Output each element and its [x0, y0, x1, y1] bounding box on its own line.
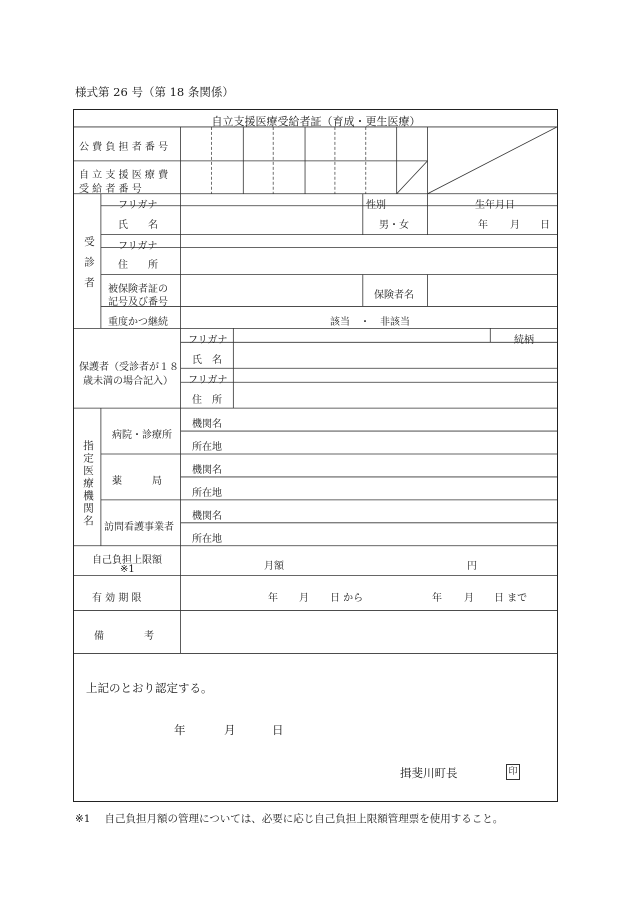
cert-month-unit: 月 — [224, 723, 236, 737]
copay-monthly-label: 月額 — [264, 561, 284, 572]
certificate-form — [73, 109, 558, 802]
footnote — [75, 811, 503, 826]
footnote-mark: ※1 — [75, 813, 91, 825]
patient-name-label: 氏 名 — [118, 220, 158, 231]
guardian-furigana-label: フリガナ — [188, 335, 228, 346]
valid-from-year: 年 — [268, 593, 278, 604]
pharmacy-location-label: 所在地 — [192, 488, 222, 499]
form-code: 様式第 26 号（第 18 条関係） — [75, 85, 234, 99]
valid-until-day: 日 まで — [494, 593, 528, 604]
valid-from-day: 日 から — [330, 593, 364, 604]
valid-until-year: 年 — [432, 593, 442, 604]
guardian-address-label: 住 所 — [192, 395, 222, 406]
nursing-location-label: 所在地 — [192, 534, 222, 545]
valid-from-month: 月 — [299, 593, 309, 604]
hospital-label: 病院・診療所 — [112, 430, 172, 441]
validity-label: 有 効 期 限 — [92, 593, 142, 604]
recipient-number-label-2: 受 給 者 番 号 — [79, 184, 142, 195]
insurer-name-label: 保険者名 — [374, 290, 414, 301]
public-payer-number-label: 公 費 負 担 者 番 号 — [79, 142, 169, 153]
severe-continuous-label: 重度かつ継続 — [108, 317, 168, 328]
valid-until-month: 月 — [464, 593, 474, 604]
remarks-label: 備 考 — [94, 631, 154, 642]
patient-address-label: 住 所 — [118, 260, 158, 271]
patient-furigana-label-2: フリガナ — [118, 241, 158, 252]
nursing-org-name-label: 機関名 — [192, 511, 222, 522]
pharmacy-label: 薬 局 — [112, 476, 162, 487]
nursing-label: 訪問看護事業者 — [104, 522, 174, 533]
birth-month-unit: 月 — [510, 220, 520, 231]
pharmacy-org-name-label: 機関名 — [192, 465, 222, 476]
patient-furigana-label: フリガナ — [118, 200, 158, 211]
guardian-name-label: 氏 名 — [192, 355, 222, 366]
hospital-org-name-label: 機関名 — [192, 419, 222, 430]
severe-continuous-options: 該当 ・ 非該当 — [330, 317, 410, 328]
birthdate-header: 生年月日 — [475, 200, 515, 211]
patient-section-label: 受診者 — [83, 236, 95, 298]
insured-card-label-1: 被保険者証の — [108, 284, 168, 295]
institutions-section-label: 指定医療機関名 — [82, 440, 94, 528]
birth-day-unit: 日 — [540, 220, 550, 231]
guardian-label-2: 歳未満の場合記入） — [83, 376, 173, 387]
certificate-title: 自立支援医療受給者証（育成・更生医療） — [211, 115, 421, 128]
recipient-number-label-1: 自 立 支 援 医 療 費 — [79, 170, 169, 181]
insured-card-label-2: 記号及び番号 — [108, 297, 168, 308]
cert-day-unit: 日 — [272, 723, 284, 737]
hospital-location-label: 所在地 — [192, 442, 222, 453]
guardian-label-1: 保護者（受診者が１８ — [79, 362, 179, 373]
form-grid — [74, 110, 557, 801]
footnote-text: 自己負担月額の管理については、必要に応じ自己負担上限額管理票を使用すること。 — [104, 813, 504, 825]
gender-options: 男・女 — [379, 220, 409, 231]
copay-limit-label: 自己負担上限額 — [92, 555, 162, 566]
copay-yen-unit: 円 — [467, 561, 477, 572]
copay-note-mark: ※1 — [120, 564, 135, 575]
birth-year-unit: 年 — [478, 220, 488, 231]
relationship-label: 続柄 — [514, 335, 534, 346]
seal-mark: 印 — [506, 764, 520, 780]
issuer-name: 揖斐川町長 — [400, 766, 458, 780]
gender-header: 性別 — [366, 200, 386, 211]
certification-statement: 上記のとおり認定する。 — [86, 681, 213, 695]
guardian-furigana-label-2: フリガナ — [188, 375, 228, 386]
cert-year-unit: 年 — [174, 723, 186, 737]
